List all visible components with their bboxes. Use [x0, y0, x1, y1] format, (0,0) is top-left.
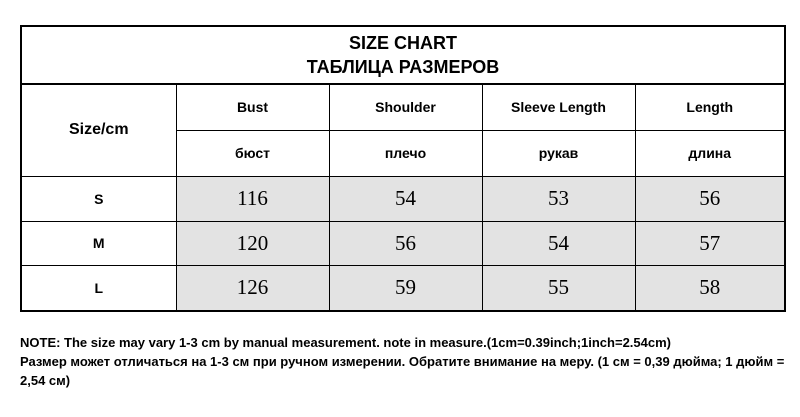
table-cell: 58: [635, 265, 784, 310]
size-label: S: [22, 176, 176, 221]
size-table: [22, 85, 784, 310]
table-cell: 57: [635, 221, 784, 265]
table-row: [22, 221, 784, 265]
note-russian: Размер может отличаться на 1-3 см при ручном измерении. Обратите внимание на меру. (1 см = 0,39 дюйма; 1 дюйм = 2,54 см): [20, 354, 785, 388]
table-row: [22, 265, 784, 310]
table-cell: 54: [482, 221, 635, 265]
title-english: SIZE CHART: [349, 33, 457, 53]
header-sleeve-length-ru: рукав: [482, 130, 635, 176]
table-cell: 59: [329, 265, 482, 310]
table-cell: 54: [329, 176, 482, 221]
table-cell: 126: [176, 265, 329, 310]
size-cm-header: Size/cm: [22, 85, 176, 176]
size-label: M: [22, 221, 176, 265]
header-length: Length: [635, 85, 784, 130]
table-cell: 55: [482, 265, 635, 310]
measurement-notes: [20, 333, 790, 390]
header-shoulder-ru: плечо: [329, 130, 482, 176]
title-russian: ТАБЛИЦА РАЗМЕРОВ: [306, 57, 500, 77]
table-cell: 56: [329, 221, 482, 265]
header-length-ru: длина: [635, 130, 784, 176]
table-cell: 56: [635, 176, 784, 221]
note-english: NOTE: The size may vary 1-3 cm by manual measurement. note in measure.(1cm=0.39inch;1inch=2.54cm): [20, 335, 671, 350]
header-row-english: [22, 85, 784, 130]
header-bust: Bust: [176, 85, 329, 130]
size-chart: [20, 25, 786, 312]
table-cell: 120: [176, 221, 329, 265]
header-bust-ru: бюст: [176, 130, 329, 176]
table-row: [22, 176, 784, 221]
table-cell: 53: [482, 176, 635, 221]
header-sleeve-length: Sleeve Length: [482, 85, 635, 130]
table-cell: 116: [176, 176, 329, 221]
size-label: L: [22, 265, 176, 310]
chart-title: [22, 27, 784, 85]
header-shoulder: Shoulder: [329, 85, 482, 130]
